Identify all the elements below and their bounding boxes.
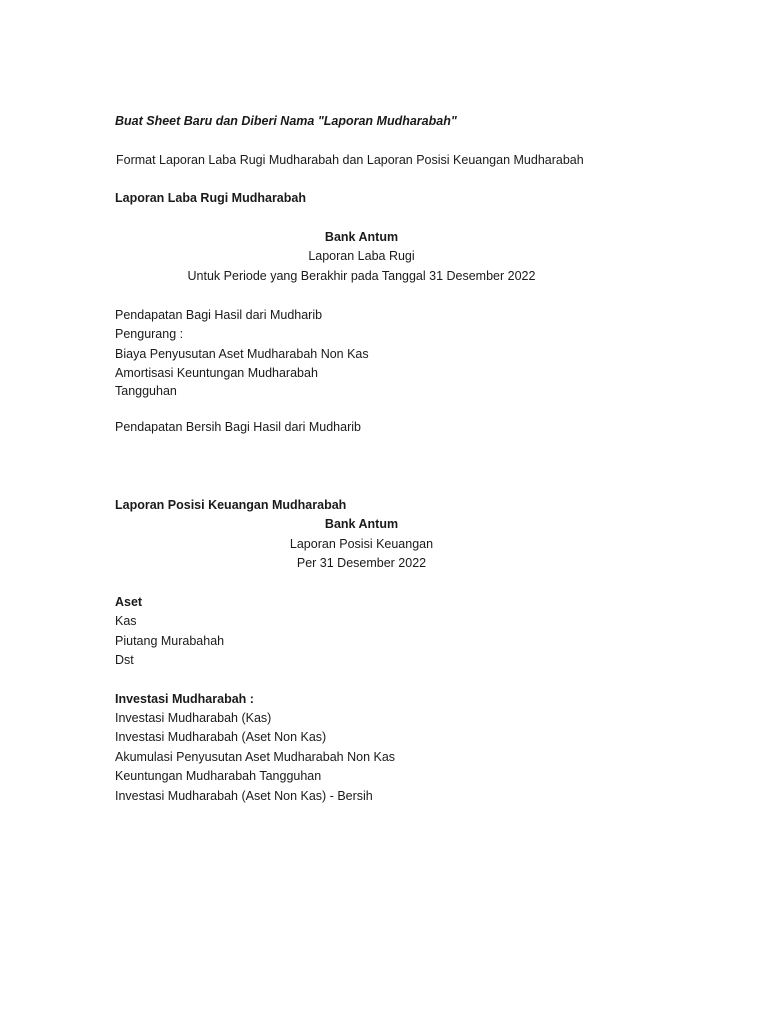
investment-line: Akumulasi Penyusutan Aset Mudharabah Non Kas [115,750,396,764]
instruction-heading: Buat Sheet Baru dan Diberi Nama "Laporan Mudharabah" [115,114,457,128]
balance-sheet-period: Per 31 Desember 2022 [296,556,427,570]
asset-line: Piutang Murabahah [115,634,225,648]
income-statement-bank-name: Bank Antum [324,230,399,244]
investment-heading: Investasi Mudharabah : [115,692,254,706]
income-statement-period: Untuk Periode yang Berakhir pada Tanggal 31 Desember 2022 [187,269,536,283]
investment-line: Investasi Mudharabah (Aset Non Kas) [115,730,327,744]
net-income-line: Pendapatan Bersih Bagi Hasil dari Mudharib [115,420,361,434]
income-line: Amortisasi Keuntungan Mudharabah [115,366,318,380]
balance-sheet-report-name: Laporan Posisi Keuangan [289,537,434,551]
format-title: Format Laporan Laba Rugi Mudharabah dan Laporan Posisi Keuangan Mudharabah [116,153,584,167]
balance-sheet-title: Laporan Posisi Keuangan Mudharabah [115,498,347,512]
income-line: Biaya Penyusutan Aset Mudharabah Non Kas [115,347,369,361]
investment-line: Investasi Mudharabah (Kas) [115,711,272,725]
income-statement-report-name: Laporan Laba Rugi [308,249,415,263]
balance-sheet-bank-name: Bank Antum [324,517,399,531]
asset-line: Kas [115,614,137,628]
income-line: Pengurang : [115,327,184,341]
asset-line: Dst [115,653,134,667]
income-line: Tangguhan [115,384,177,398]
investment-line: Investasi Mudharabah (Aset Non Kas) - Bersih [115,789,373,803]
assets-heading: Aset [115,595,143,609]
income-line: Pendapatan Bagi Hasil dari Mudharib [115,308,323,322]
income-statement-title: Laporan Laba Rugi Mudharabah [115,191,306,205]
investment-line: Keuntungan Mudharabah Tangguhan [115,769,322,783]
